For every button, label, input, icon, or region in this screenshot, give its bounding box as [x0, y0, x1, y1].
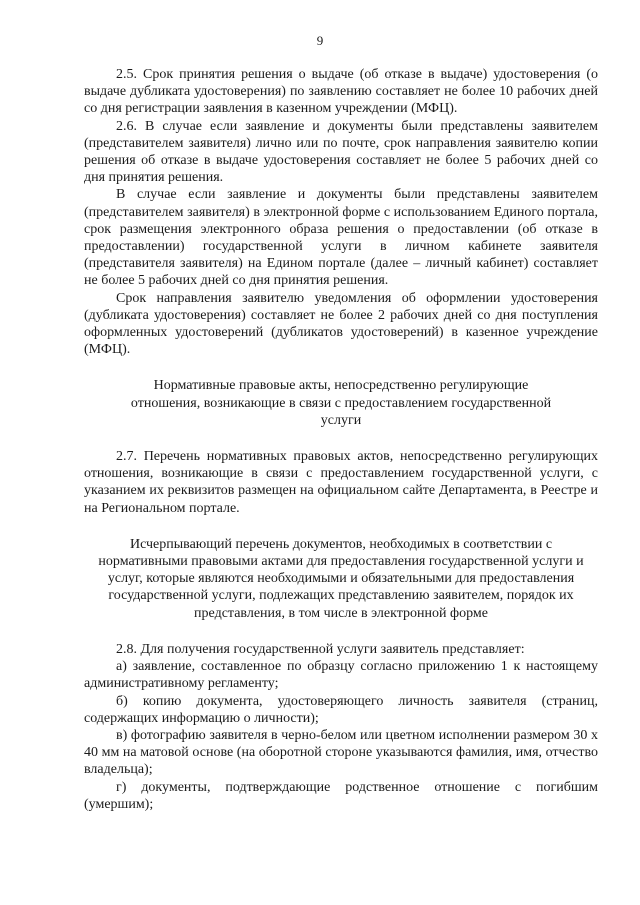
paragraph-2-8: 2.8. Для получения государственной услуги заявитель представляет:	[116, 641, 525, 657]
paragraph-electronic-form: В случае если заявление и документы были представлены заявителем (представителем заявителя) в электронной форме с использованием Единого портала, срок размещения электронного образа решения о предоставлении (об отказе в предоставлении) государственной услуги в личном кабинете заявителя (представителя заявителя) на Едином портале (далее – личный кабинет) составляет не более 5 рабочих дней со дня принятия решения.	[84, 187, 598, 289]
list-item-b: б) копию документа, удостоверяющего личность заявителя (страниц, содержащих информацию о личности);	[84, 693, 598, 726]
paragraph-notification-term: Срок направления заявителю уведомления об оформлении удостоверения (дубликата удостоверения) составляет не более 2 рабочих дней со дня поступления оформленных удостоверений (дубликатов удостоверений) в казенное учреждение (МФЦ).	[84, 290, 598, 358]
paragraph-2-6: 2.6. В случае если заявление и документы были представлены заявителем (представителем заявителя) лично или по почте, срок направления заявителю копии решения об отказе в выдаче удостоверения составляет не более 5 рабочих дней со дня принятия решения.	[84, 118, 598, 186]
paragraph-2-5: 2.5. Срок принятия решения о выдаче (об отказе в выдаче) удостоверения (о выдаче дубликата удостоверения) по заявлению составляет не более 10 рабочих дней со дня регистрации заявления в казенном учреждении (МФЦ).	[84, 67, 598, 117]
page-number: 9	[316, 33, 324, 48]
list-item-g: г) документы, подтверждающие родственное отношение с погибшим (умершим);	[84, 779, 598, 812]
list-item-v: в) фотографию заявителя в черно-белом или цветном исполнении размером 30 x 40 мм на матовой основе (на оборотной стороне указываются фамилия, имя, отчество владельца);	[84, 727, 598, 778]
document-body	[84, 66, 598, 813]
list-item-a: а) заявление, составленное по образцу согласно приложению 1 к настоящему административному регламенту;	[84, 659, 598, 692]
paragraph-2-7: 2.7. Перечень нормативных правовых актов, непосредственно регулирующих отношения, возникающие в связи с предоставлением государственной услуги, с указанием их реквизитов размещен на официальном сайте Департамента, в Реестре и на Региональном портале.	[84, 449, 598, 516]
section-heading-documents-list: Исчерпывающий перечень документов, необходимых в соответствии с нормативными правовыми актами для предоставления государственной услуги и услуг, которые являются необходимыми и обязательными для предоставления государственной услуги, подлежащих представлению заявителем, порядок их представления, в том числе в электронной форме	[98, 536, 584, 621]
section-heading-legal-acts: Нормативные правовые акты, непосредственно регулирующие отношения, возникающие в связи с предоставлением государственной услуги	[130, 378, 552, 428]
